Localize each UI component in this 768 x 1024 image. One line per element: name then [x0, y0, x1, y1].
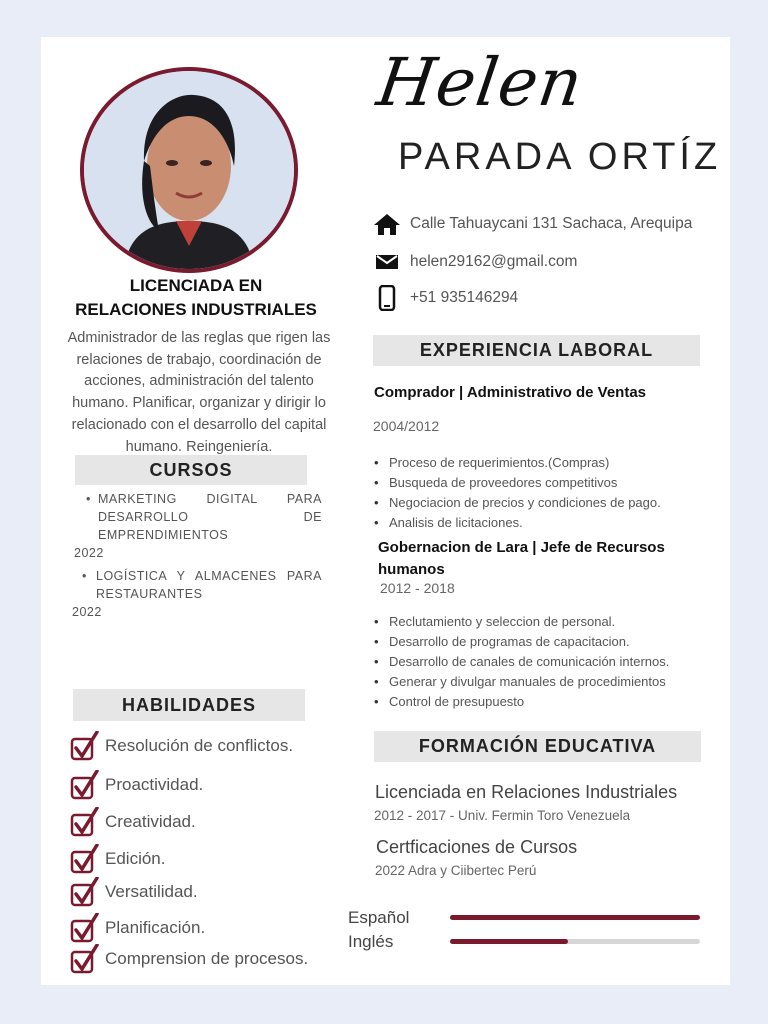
job-1-title: Comprador | Administrativo de Ventas	[374, 384, 647, 401]
job-2-title	[378, 537, 665, 581]
phone-icon	[373, 285, 401, 311]
job-2-title-line1: Gobernacion de Lara | Jefe de Recursos	[378, 539, 665, 556]
course-2-line1: LOGÍSTICA Y ALMACENES PARA	[96, 569, 322, 583]
checkbox-checked-icon	[70, 731, 100, 761]
job-bullet: • Generar y divulgar manuales de procedimientos	[374, 672, 704, 692]
checkbox-checked-icon	[70, 770, 100, 800]
skill-item	[70, 913, 205, 943]
course-1-line1: MARKETING DIGITAL PARA	[98, 492, 322, 506]
language-2-bar	[450, 939, 700, 944]
checkbox-checked-icon	[70, 877, 100, 907]
skill-item	[70, 877, 198, 907]
education-2-title: Certficaciones de Cursos	[376, 837, 578, 857]
course-item	[72, 567, 322, 603]
language-1-label: Español	[348, 908, 410, 927]
job-1-dates: 2004/2012	[373, 418, 440, 434]
profile-title	[50, 274, 342, 322]
first-name: Helen	[372, 44, 588, 121]
phone-text[interactable]: +51 935146294	[410, 289, 519, 306]
course-list	[72, 490, 322, 621]
profile-photo	[80, 67, 298, 273]
course-item	[72, 490, 322, 544]
course-1-line3: EMPRENDIMIENTOS	[98, 528, 229, 542]
job-bullet: • Desarrollo de canales de comunicación internos.	[374, 652, 704, 672]
skill-item	[70, 844, 165, 874]
email-text[interactable]: helen29162@gmail.com	[410, 253, 578, 270]
address-text: Calle Tahuaycani 131 Sachaca, Arequipa	[410, 215, 693, 232]
skill-label: Creatividad.	[105, 812, 196, 831]
checkbox-checked-icon	[70, 807, 100, 837]
skill-label: Planificación.	[105, 918, 206, 937]
skill-label: Versatilidad.	[105, 882, 198, 901]
skill-label: Proactividad.	[105, 775, 204, 794]
job-1-bullets	[374, 453, 704, 533]
skill-item	[70, 770, 203, 800]
job-bullet: • Proceso de requerimientos.(Compras)	[374, 453, 704, 473]
skill-label: Comprension de procesos.	[105, 949, 309, 968]
profile-title-line1: LICENCIADA EN	[129, 276, 263, 295]
job-2-dates: 2012 - 2018	[380, 580, 455, 596]
portrait-illustration	[84, 71, 294, 269]
mail-icon	[373, 249, 401, 275]
last-name: PARADA ORTÍZ	[398, 136, 722, 178]
job-bullet: • Negociacion de precios y condiciones de pago.	[374, 493, 704, 513]
course-1-year: 2022	[74, 546, 104, 560]
education-heading: FORMACIÓN EDUCATIVA	[374, 731, 701, 762]
skill-label: Edición.	[105, 849, 166, 868]
education-2-sub: 2022 Adra y Ciibertec Perú	[375, 863, 537, 878]
course-2-line2: RESTAURANTES	[96, 587, 203, 601]
skill-label: Resolución de conflictos.	[105, 736, 294, 755]
job-2-title-line2: humanos	[378, 561, 445, 578]
profile-title-line2: RELACIONES INDUSTRIALES	[75, 300, 317, 319]
home-icon	[373, 211, 401, 237]
course-1-line2: DESARROLLO DE	[98, 510, 322, 524]
job-bullet: • Control de presupuesto	[374, 692, 704, 712]
contact-email	[373, 249, 577, 275]
checkbox-checked-icon	[70, 844, 100, 874]
contact-phone	[373, 285, 518, 311]
language-2-label: Inglés	[348, 932, 394, 951]
bullet-icon: •	[86, 492, 91, 506]
skill-item	[70, 731, 293, 761]
checkbox-checked-icon	[70, 913, 100, 943]
job-bullet: • Analisis de licitaciones.	[374, 513, 704, 533]
checkbox-checked-icon	[70, 944, 100, 974]
skill-item	[70, 944, 308, 974]
job-bullet: • Desarrollo de programas de capacitacion.	[374, 632, 704, 652]
language-2-bar-fill	[450, 939, 568, 944]
contact-address	[373, 211, 692, 237]
job-bullet: • Busqueda de proveedores competitivos	[374, 473, 704, 493]
courses-heading: CURSOS	[75, 455, 307, 485]
education-1-sub: 2012 - 2017 - Univ. Fermin Toro Venezuela	[374, 808, 631, 823]
experience-heading: EXPERIENCIA LABORAL	[373, 335, 700, 366]
language-1-bar-fill	[450, 915, 700, 920]
language-1-bar	[450, 915, 700, 920]
bullet-icon: •	[82, 569, 87, 583]
profile-description: Administrador de las reglas que rigen las relaciones de trabajo, coordinación de acciones, administración del talento humano. Planificar, organizar y dirigir lo relacionado con el desarrollo del capital humano. Reingeniería.	[67, 330, 331, 455]
skills-heading: HABILIDADES	[73, 689, 305, 721]
education-1-title: Licenciada en Relaciones Industriales	[375, 782, 678, 802]
skill-item	[70, 807, 196, 837]
job-bullet: • Reclutamiento y seleccion de personal.	[374, 612, 704, 632]
job-2-bullets	[374, 612, 704, 712]
course-2-year: 2022	[72, 605, 102, 619]
